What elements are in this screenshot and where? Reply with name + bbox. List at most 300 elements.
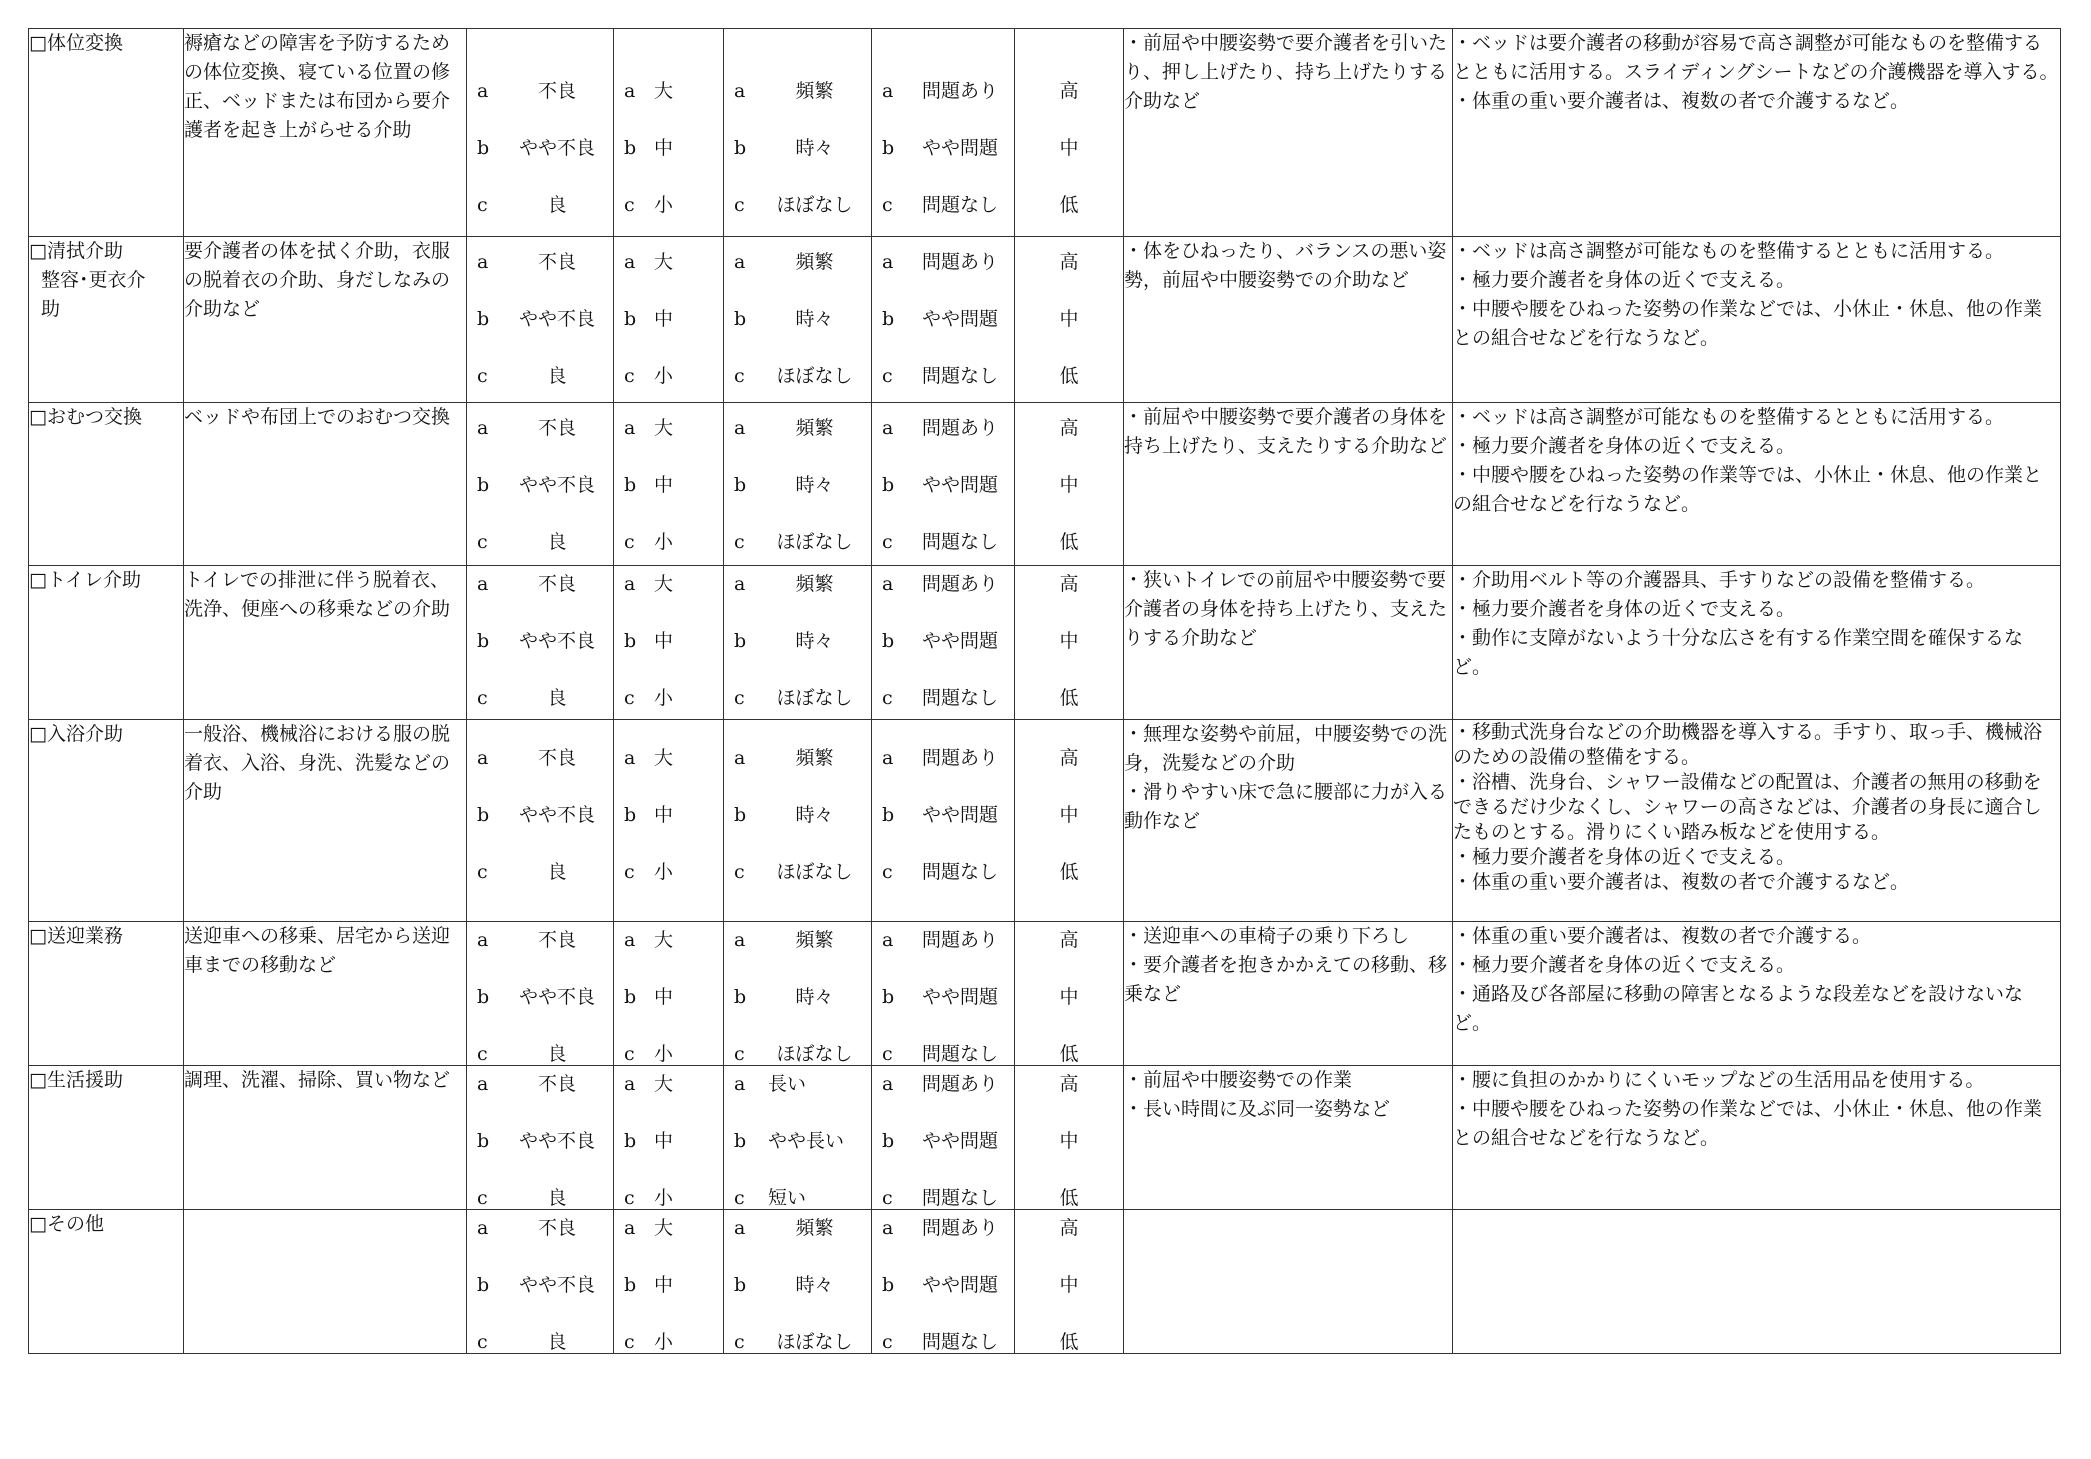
option-label: 問題あり (921, 747, 998, 769)
option-label: 問題なし (921, 1331, 998, 1353)
option-label: 小 (654, 861, 674, 883)
option-label: 問題あり (921, 1217, 998, 1239)
risk-level-option[interactable] (1015, 858, 1123, 887)
frequency-options (724, 237, 872, 403)
posture-condition-option[interactable] (467, 134, 613, 163)
option-label: 大 (654, 251, 674, 273)
posture-condition-option[interactable] (467, 1328, 613, 1357)
description-text: ベッドや布団上でのおむつ交換 (184, 406, 451, 428)
countermeasures (1453, 566, 2061, 720)
option-label: 小 (654, 1331, 674, 1353)
posture-condition-option[interactable] (467, 528, 613, 557)
frequency-option[interactable] (724, 1328, 871, 1357)
risk-level-option[interactable] (1015, 1214, 1123, 1243)
risk-level-option[interactable] (1015, 926, 1123, 955)
countermeasure-item: ・浴槽、洗身台、シャワー設備などの配置は、介護者の無用の移動をできるだけ少なくし、シャワーの高さなどは、介護者の身長に適合したものとする。滑りにくい踏み板などを使用する。 (1453, 771, 2042, 843)
posture-condition-option[interactable] (467, 248, 613, 277)
frequency-options (724, 720, 872, 922)
option-label: やや問題 (921, 1130, 998, 1152)
option-letter: a (624, 929, 636, 951)
frequency-option[interactable] (724, 1184, 871, 1213)
risk-level-label: 中 (1059, 986, 1079, 1008)
risk-level-label: 高 (1059, 251, 1079, 273)
frequency-option[interactable] (724, 1040, 871, 1069)
task-cell (29, 403, 184, 566)
environment-option[interactable] (872, 926, 1014, 955)
task-label[interactable]: □トイレ介助 (29, 569, 142, 591)
option-letter: c (477, 861, 488, 883)
countermeasure-item: ・移動式洗身台などの介助機器を導入する。手すり、取っ手、機械浴のための設備の整備をする。 (1453, 721, 2043, 768)
weight-level-option[interactable] (614, 134, 723, 163)
option-letter: b (477, 137, 490, 159)
option-letter: a (882, 747, 894, 769)
posture-condition-option[interactable] (467, 627, 613, 656)
option-label: 良 (547, 861, 567, 883)
weight-level-option[interactable] (614, 983, 723, 1012)
risk-level-label: 低 (1059, 687, 1079, 709)
frequency-option[interactable] (724, 627, 871, 656)
weight-level-options (614, 1210, 724, 1354)
option-letter: b (477, 474, 490, 496)
weight-level-option[interactable] (614, 858, 723, 887)
option-label: 問題あり (921, 417, 998, 439)
environment-option[interactable] (872, 1214, 1014, 1243)
option-label: 問題あり (921, 573, 998, 595)
task-label[interactable]: □その他 (29, 1213, 104, 1235)
frequency-option[interactable] (724, 191, 871, 220)
weight-level-options (614, 720, 724, 922)
environment-option[interactable] (872, 1271, 1014, 1300)
option-letter: c (734, 687, 745, 709)
environment-option[interactable] (872, 191, 1014, 220)
option-label: やや問題 (921, 804, 998, 826)
option-letter: b (734, 308, 747, 330)
option-label: 不良 (537, 1217, 576, 1239)
option-letter: c (624, 1043, 635, 1065)
task-label[interactable]: □おむつ交換 (29, 406, 142, 428)
option-label: 頻繁 (795, 417, 834, 439)
environment-option[interactable] (872, 684, 1014, 713)
posture-condition-option[interactable] (467, 684, 613, 713)
option-label: 良 (547, 1187, 567, 1209)
weight-level-option[interactable] (614, 926, 723, 955)
weight-level-option[interactable] (614, 1127, 723, 1156)
environment-option[interactable] (872, 1070, 1014, 1099)
weight-level-option[interactable] (614, 1214, 723, 1243)
option-letter: a (624, 1073, 636, 1095)
option-letter: c (624, 365, 635, 387)
environment-option[interactable] (872, 471, 1014, 500)
posture-condition-option[interactable] (467, 1214, 613, 1243)
risk-level-options (1015, 29, 1124, 237)
countermeasure-item: ・体重の重い要介護者は、複数の者で介護するなど。 (1453, 871, 1910, 893)
countermeasure-item: ・体重の重い要介護者は、複数の者で介護するなど。 (1453, 90, 1910, 112)
option-letter: c (624, 687, 635, 709)
task-label[interactable]: □体位変換 (29, 32, 123, 54)
weight-level-option[interactable] (614, 471, 723, 500)
option-label: 問題なし (921, 687, 998, 709)
weight-level-option[interactable] (614, 801, 723, 830)
option-label: 中 (654, 308, 674, 330)
option-label: やや不良 (518, 804, 595, 826)
frequency-option[interactable] (724, 77, 871, 106)
description-text: 送迎車への移乗、居宅から送迎車までの移動など (184, 925, 451, 976)
option-letter: b (734, 1130, 747, 1152)
option-label: 中 (654, 630, 674, 652)
table-row (29, 566, 2061, 720)
risk-factors (1124, 566, 1453, 720)
frequency-option[interactable] (724, 744, 871, 773)
environment-option[interactable] (872, 362, 1014, 391)
option-label: 問題なし (921, 861, 998, 883)
option-letter: c (477, 1331, 488, 1353)
posture-condition-option[interactable] (467, 1184, 613, 1213)
option-letter: b (734, 804, 747, 826)
option-label: ほぼなし (776, 861, 853, 883)
posture-condition-option[interactable] (467, 305, 613, 334)
option-label: やや不良 (518, 1130, 595, 1152)
risk-level-label: 中 (1059, 137, 1079, 159)
option-label: 良 (547, 194, 567, 216)
option-label: やや問題 (921, 630, 998, 652)
assessment-table (28, 28, 2061, 1354)
option-label: ほぼなし (776, 365, 853, 387)
option-letter: b (882, 474, 895, 496)
risk-factor-item: ・前屈や中腰姿勢での作業 (1124, 1069, 1353, 1091)
weight-level-option[interactable] (614, 1070, 723, 1099)
risk-level-option[interactable] (1015, 744, 1123, 773)
frequency-option[interactable] (724, 1214, 871, 1243)
option-letter: c (477, 687, 488, 709)
option-label: やや問題 (921, 308, 998, 330)
option-letter: b (882, 630, 895, 652)
countermeasure-item: ・極力要介護者を身体の近くで支える。 (1453, 269, 1796, 291)
risk-level-option[interactable] (1015, 1127, 1123, 1156)
environment-option[interactable] (872, 1040, 1014, 1069)
countermeasure-item: ・介助用ベルト等の介護器具、手すりなどの設備を整備する。 (1453, 569, 1986, 591)
risk-level-option[interactable] (1015, 570, 1123, 599)
posture-condition-option[interactable] (467, 570, 613, 599)
option-letter: b (624, 630, 637, 652)
risk-level-label: 高 (1059, 573, 1079, 595)
option-label: やや不良 (518, 986, 595, 1008)
table-row (29, 29, 2061, 237)
frequency-option[interactable] (724, 248, 871, 277)
risk-factor-item: ・狭いトイレでの前屈や中腰姿勢で要介護者の身体を持ち上げたり、支えたりする介助など (1124, 569, 1448, 649)
frequency-option[interactable] (724, 362, 871, 391)
table-row (29, 237, 2061, 403)
risk-level-label: 低 (1059, 194, 1079, 216)
task-label[interactable]: □清拭介助 (29, 240, 123, 262)
option-letter: b (734, 137, 747, 159)
risk-level-label: 低 (1059, 861, 1079, 883)
option-label: 大 (654, 747, 674, 769)
frequency-option[interactable] (724, 414, 871, 443)
frequency-option[interactable] (724, 983, 871, 1012)
frequency-option[interactable] (724, 1070, 871, 1099)
environment-options (872, 1066, 1015, 1210)
environment-option[interactable] (872, 627, 1014, 656)
environment-option[interactable] (872, 983, 1014, 1012)
weight-level-option[interactable] (614, 570, 723, 599)
option-letter: c (477, 1043, 488, 1065)
option-letter: c (734, 365, 745, 387)
table-row (29, 403, 2061, 566)
risk-level-option[interactable] (1015, 191, 1123, 220)
frequency-option[interactable] (724, 858, 871, 887)
option-label: 中 (654, 1130, 674, 1152)
task-cell (29, 1210, 184, 1354)
option-label: 大 (654, 80, 674, 102)
task-label[interactable]: □入浴介助 (29, 723, 123, 745)
option-letter: b (477, 804, 490, 826)
risk-level-options (1015, 922, 1124, 1066)
option-letter: a (624, 1217, 636, 1239)
description-text: 要介護者の体を拭く介助，衣服の脱着衣の介助、身だしなみの介助など (184, 240, 451, 320)
table-row (29, 1066, 2061, 1210)
posture-condition-option[interactable] (467, 801, 613, 830)
environment-option[interactable] (872, 134, 1014, 163)
option-label: 問題なし (921, 194, 998, 216)
option-letter: a (624, 747, 636, 769)
risk-level-label: 低 (1059, 1331, 1079, 1353)
option-label: 不良 (537, 80, 576, 102)
option-label: 中 (654, 804, 674, 826)
weight-level-options (614, 237, 724, 403)
frequency-option[interactable] (724, 1271, 871, 1300)
risk-factor-item: ・無理な姿勢や前屈，中腰姿勢での洗身，洗髪などの介助 (1124, 723, 1448, 774)
option-label: 短い (768, 1187, 807, 1209)
risk-level-option[interactable] (1015, 362, 1123, 391)
option-label: 中 (654, 986, 674, 1008)
posture-condition-option[interactable] (467, 1127, 613, 1156)
option-letter: a (734, 747, 746, 769)
risk-level-label: 低 (1059, 531, 1079, 553)
risk-level-option[interactable] (1015, 1328, 1123, 1357)
frequency-option[interactable] (724, 305, 871, 334)
option-letter: a (882, 80, 894, 102)
risk-level-option[interactable] (1015, 471, 1123, 500)
weight-level-option[interactable] (614, 1184, 723, 1213)
option-label: 小 (654, 1187, 674, 1209)
frequency-option[interactable] (724, 1127, 871, 1156)
environment-option[interactable] (872, 77, 1014, 106)
option-letter: b (882, 137, 895, 159)
posture-condition-option[interactable] (467, 414, 613, 443)
environment-option[interactable] (872, 248, 1014, 277)
risk-level-option[interactable] (1015, 1271, 1123, 1300)
environment-option[interactable] (872, 801, 1014, 830)
environment-option[interactable] (872, 1127, 1014, 1156)
weight-level-option[interactable] (614, 362, 723, 391)
environment-option[interactable] (872, 528, 1014, 557)
posture-condition-option[interactable] (467, 1040, 613, 1069)
option-letter: b (734, 1274, 747, 1296)
posture-condition-option[interactable] (467, 1271, 613, 1300)
task-label[interactable]: □送迎業務 (29, 925, 123, 947)
task-cell (29, 922, 184, 1066)
frequency-option[interactable] (724, 134, 871, 163)
posture-condition-option[interactable] (467, 926, 613, 955)
posture-condition-options (467, 29, 614, 237)
countermeasure-item: ・腰に負担のかかりにくいモップなどの生活用品を使用する。 (1453, 1069, 1985, 1091)
frequency-option[interactable] (724, 684, 871, 713)
environment-options (872, 922, 1015, 1066)
task-cell (29, 720, 184, 922)
frequency-option[interactable] (724, 471, 871, 500)
option-label: 良 (547, 365, 567, 387)
task-label[interactable]: □生活援助 (29, 1069, 123, 1091)
countermeasure-item: ・ベッドは要介護者の移動が容易で高さ調整が可能なものを整備するとともに活用する。スライディングシートなどの介護機器を導入する。 (1453, 32, 2059, 83)
option-label: 時々 (795, 986, 834, 1008)
option-label: 問題なし (921, 1043, 998, 1065)
weight-level-option[interactable] (614, 305, 723, 334)
option-letter: c (734, 531, 745, 553)
option-label: 時々 (795, 1274, 834, 1296)
risk-level-option[interactable] (1015, 1070, 1123, 1099)
weight-level-options (614, 1066, 724, 1210)
weight-level-options (614, 566, 724, 720)
option-letter: a (624, 573, 636, 595)
risk-level-label: 高 (1059, 747, 1079, 769)
countermeasure-item: ・ベッドは高さ調整が可能なものを整備するとともに活用する。 (1453, 240, 2005, 262)
option-label: 問題あり (921, 929, 998, 951)
option-label: 中 (654, 474, 674, 496)
option-letter: b (882, 804, 895, 826)
weight-level-option[interactable] (614, 414, 723, 443)
option-letter: b (624, 308, 637, 330)
posture-condition-options (467, 1066, 614, 1210)
risk-level-option[interactable] (1015, 305, 1123, 334)
frequency-option[interactable] (724, 570, 871, 599)
risk-level-option[interactable] (1015, 134, 1123, 163)
task-description (184, 29, 467, 237)
frequency-option[interactable] (724, 926, 871, 955)
task-cell (29, 566, 184, 720)
weight-level-option[interactable] (614, 627, 723, 656)
countermeasure-item: ・中腰や腰をひねった姿勢の作業などでは、小休止・休息、他の作業との組合せなどを行なうなど。 (1453, 1098, 2043, 1149)
frequency-options (724, 1066, 872, 1210)
risk-level-option[interactable] (1015, 801, 1123, 830)
posture-condition-options (467, 566, 614, 720)
weight-level-option[interactable] (614, 248, 723, 277)
posture-condition-option[interactable] (467, 983, 613, 1012)
option-letter: b (624, 474, 637, 496)
countermeasures (1453, 1066, 2061, 1210)
environment-options (872, 29, 1015, 237)
countermeasures (1453, 29, 2061, 237)
risk-factor-item: ・前屈や中腰姿勢で要介護者を引いたり、押し上げたり、持ち上げたりする介助など (1124, 32, 1448, 112)
risk-factor-item: ・要介護者を抱きかかえての移動、移乗など (1124, 954, 1448, 1005)
option-letter: a (477, 80, 489, 102)
risk-level-option[interactable] (1015, 1184, 1123, 1213)
risk-level-label: 中 (1059, 804, 1079, 826)
environment-option[interactable] (872, 1328, 1014, 1357)
option-label: 問題あり (921, 251, 998, 273)
option-label: やや問題 (921, 1274, 998, 1296)
frequency-options (724, 403, 872, 566)
risk-level-option[interactable] (1015, 528, 1123, 557)
risk-factors (1124, 1210, 1453, 1354)
option-letter: a (477, 417, 489, 439)
option-letter: b (624, 1274, 637, 1296)
countermeasure-item: ・中腰や腰をひねった姿勢の作業等では、小休止・休息、他の作業との組合せなどを行なうなど。 (1453, 464, 2043, 515)
posture-condition-option[interactable] (467, 744, 613, 773)
weight-level-option[interactable] (614, 528, 723, 557)
posture-condition-option[interactable] (467, 191, 613, 220)
posture-condition-options (467, 922, 614, 1066)
option-letter: c (882, 1331, 893, 1353)
option-label: 頻繁 (795, 747, 834, 769)
option-letter: b (882, 986, 895, 1008)
risk-level-option[interactable] (1015, 1040, 1123, 1069)
risk-level-option[interactable] (1015, 684, 1123, 713)
weight-level-option[interactable] (614, 744, 723, 773)
option-letter: a (882, 1073, 894, 1095)
option-label: 中 (654, 137, 674, 159)
weight-level-option[interactable] (614, 77, 723, 106)
risk-factor-item: ・長い時間に及ぶ同一姿勢など (1124, 1098, 1391, 1120)
weight-level-options (614, 29, 724, 237)
risk-level-option[interactable] (1015, 414, 1123, 443)
posture-condition-option[interactable] (467, 471, 613, 500)
risk-level-option[interactable] (1015, 248, 1123, 277)
environment-options (872, 566, 1015, 720)
risk-level-option[interactable] (1015, 627, 1123, 656)
option-letter: b (734, 630, 747, 652)
frequency-options (724, 1210, 872, 1354)
option-letter: a (624, 417, 636, 439)
environment-option[interactable] (872, 414, 1014, 443)
table-row (29, 1210, 2061, 1354)
posture-condition-option[interactable] (467, 858, 613, 887)
posture-condition-options (467, 1210, 614, 1354)
option-letter: a (882, 251, 894, 273)
risk-level-label: 低 (1059, 1187, 1079, 1209)
environment-option[interactable] (872, 744, 1014, 773)
posture-condition-options (467, 403, 614, 566)
option-label: 小 (654, 365, 674, 387)
weight-level-option[interactable] (614, 684, 723, 713)
option-letter: c (882, 194, 893, 216)
posture-condition-options (467, 720, 614, 922)
option-label: 不良 (537, 573, 576, 595)
option-label: やや不良 (518, 137, 595, 159)
option-label: 不良 (537, 929, 576, 951)
frequency-option[interactable] (724, 801, 871, 830)
environment-option[interactable] (872, 858, 1014, 887)
environment-option[interactable] (872, 570, 1014, 599)
weight-level-option[interactable] (614, 1328, 723, 1357)
weight-level-option[interactable] (614, 1271, 723, 1300)
option-letter: b (477, 630, 490, 652)
risk-level-option[interactable] (1015, 983, 1123, 1012)
frequency-option[interactable] (724, 528, 871, 557)
option-letter: a (734, 573, 746, 595)
environment-option[interactable] (872, 1184, 1014, 1213)
weight-level-option[interactable] (614, 191, 723, 220)
posture-condition-option[interactable] (467, 362, 613, 391)
option-letter: b (624, 986, 637, 1008)
posture-condition-option[interactable] (467, 77, 613, 106)
weight-level-option[interactable] (614, 1040, 723, 1069)
risk-level-option[interactable] (1015, 77, 1123, 106)
task-cell (29, 1066, 184, 1210)
option-letter: a (477, 1217, 489, 1239)
risk-factors (1124, 720, 1453, 922)
environment-option[interactable] (872, 305, 1014, 334)
posture-condition-option[interactable] (467, 1070, 613, 1099)
